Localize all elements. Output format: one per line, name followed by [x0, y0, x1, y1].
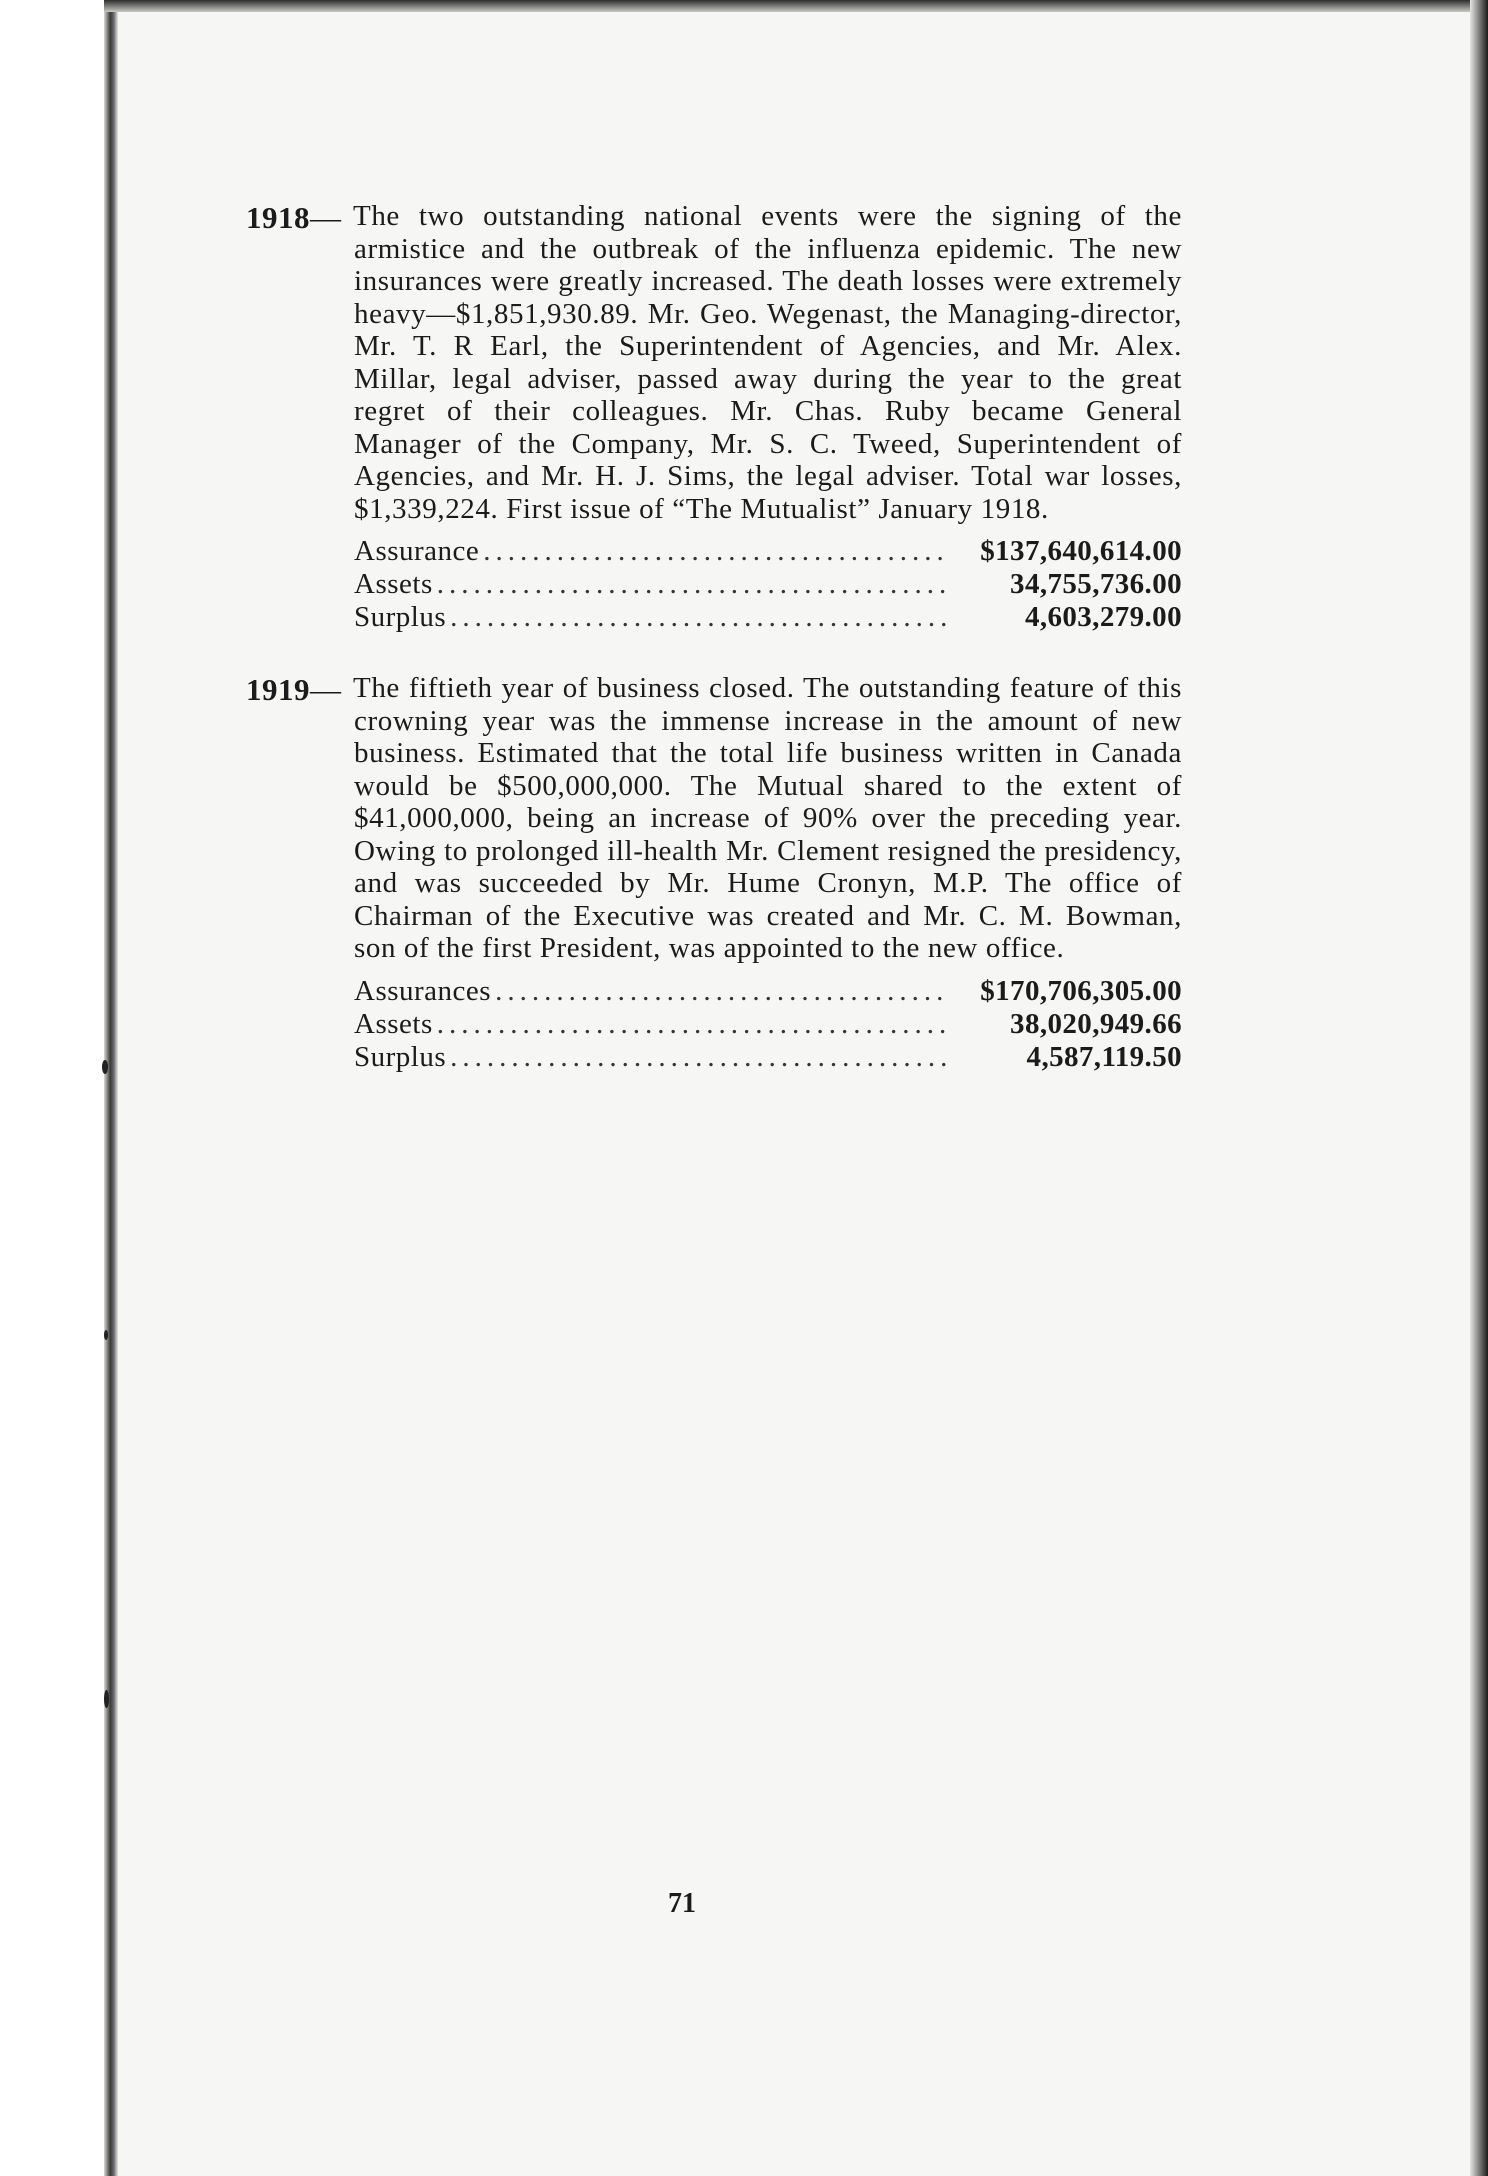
entry-stats: [354, 535, 1182, 634]
year-label: 1918: [246, 200, 310, 235]
stat-value: 4,587,119.50: [1026, 1040, 1182, 1073]
stat-value: 4,603,279.00: [1024, 601, 1182, 633]
stat-label: Surplus: [354, 1040, 447, 1073]
stat-row-assets: [354, 1008, 1182, 1041]
stat-row-assets: [354, 568, 1182, 601]
stat-row-assurance: [354, 535, 1182, 568]
stat-label: Assets: [354, 568, 433, 600]
entry-paragraph: The fiftieth year of business closed. The outstanding feature of this crowning year was the immense increase in the amount of new business. Estimated that the total life business written in Canada would be $500,000,000. The Mutual shared to the extent of $41,000,000, being an increase of 90% over the preceding year. Owing to prolonged ill-health Mr. Clement resigned the presidency, and was succeeded by Mr. Hume Cronyn, M.P. The office of Chairman of the Executive was created and Mr. C. M. Bowman, son of the first President, was appointed to the new office.: [353, 672, 1182, 964]
stat-row-surplus: [354, 1041, 1182, 1074]
stat-row-assurances: [354, 975, 1182, 1008]
stat-value: $137,640,614.00: [980, 535, 1182, 567]
entry-paragraph: The two outstanding national events were the signing of the armistice and the outbreak of the influenza epidemic. The new insurances were greatly increased. The death losses were extremely heavy—$1,851,930.89. Mr. Geo. Wegenast, the Managing-director, Mr. T. R Earl, the Superintendent of Agencies, and Mr. Alex. Millar, legal adviser, passed away during the year to the great regret of their colleagues. Mr. Chas. Ruby became General Manager of the Company, Mr. S. C. Tweed, Superintendent of Agencies, and Mr. H. J. Sims, the legal adviser. Total war losses, $1,339,224. First issue of “The Mutualist” January 1918.: [353, 200, 1182, 525]
stat-row-surplus: [354, 601, 1182, 634]
page-number: 71: [668, 1888, 696, 1919]
leader-dots: [495, 975, 946, 1008]
page-content: [246, 200, 1182, 1112]
stat-label: Assets: [354, 1007, 433, 1040]
entry-year: [246, 672, 342, 708]
stat-value: 38,020,949.66: [1010, 1007, 1182, 1040]
top-scan-edge: [104, 0, 1488, 12]
entry-year: [246, 200, 342, 236]
stat-label: Assurances: [354, 974, 492, 1007]
binding-speck: [104, 1330, 108, 1340]
leader-dots: [437, 568, 946, 601]
stat-label: Surplus: [354, 601, 447, 633]
right-scan-edge: [1470, 0, 1488, 2176]
leader-dots: [437, 1008, 946, 1041]
book-binding-edge: [104, 0, 118, 2176]
entry-1919: [246, 672, 1182, 1074]
year-dash: —: [310, 672, 342, 707]
binding-speck: [104, 1690, 109, 1708]
entry-1918: [246, 200, 1182, 634]
leader-dots: [483, 535, 946, 568]
stat-value: $170,706,305.00: [980, 974, 1182, 1007]
year-label: 1919: [246, 672, 310, 707]
year-dash: —: [310, 200, 342, 235]
left-margin: [0, 0, 118, 2176]
stat-label: Assurance: [354, 535, 480, 567]
stat-value: 34,755,736.00: [1010, 568, 1182, 600]
entry-stats: [354, 975, 1182, 1074]
leader-dots: [450, 1041, 946, 1074]
binding-speck: [102, 1060, 108, 1074]
leader-dots: [450, 601, 946, 634]
